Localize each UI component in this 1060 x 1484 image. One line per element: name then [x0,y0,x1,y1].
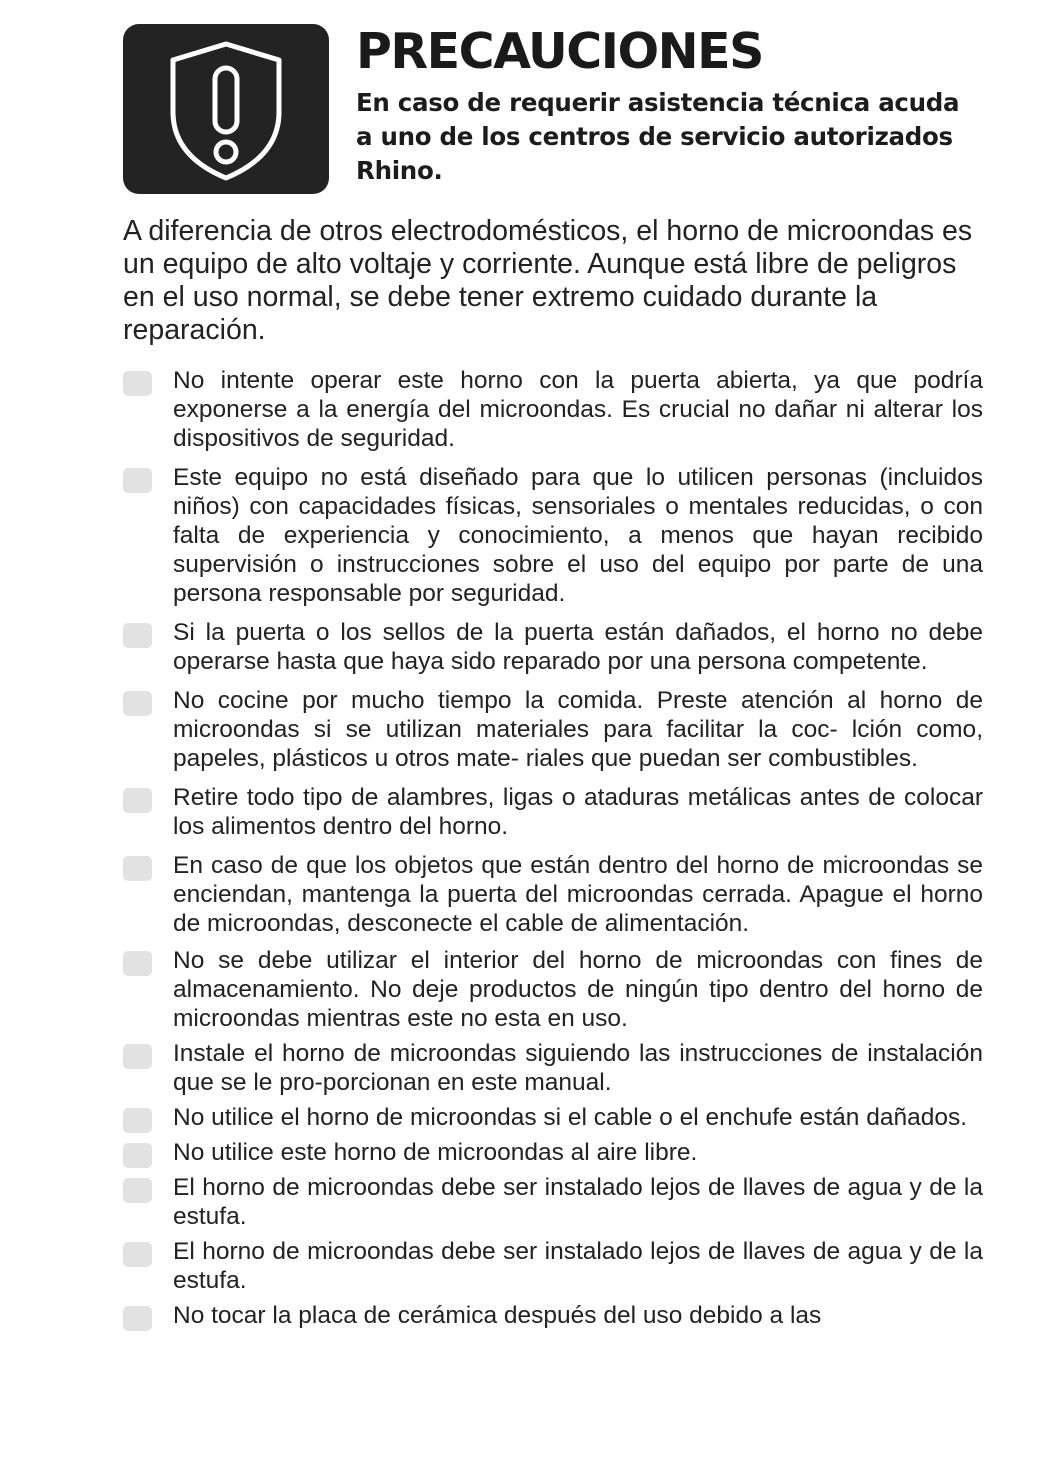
precaution-item [123,783,983,841]
precaution-text: En caso de que los objetos que están dentro del horno de microondas se enciendan, mantenga la puerta del microondas cerrada. Apague el horno de microondas, desconecte el cable de alimentación. [173,852,983,937]
precaution-text: Retire todo tipo de alambres, ligas o ataduras metálicas antes de colocar los alimentos dentro del horno. [173,784,983,840]
precaution-item [123,686,983,773]
page-title: PRECAUCIONES [356,23,763,80]
checkbox[interactable] [123,788,152,813]
checkbox[interactable] [123,371,152,396]
checkbox[interactable] [123,951,152,976]
service-notice: En caso de requerir asistencia técnica acuda a uno de los centros de servicio autorizados Rhino. [356,88,960,185]
precaution-text: No se debe utilizar el interior del horno de microondas con fines de almacenamiento. No deje productos de ningún tipo dentro del horno de microondas mientras este no esta en uso. [173,947,983,1032]
checkbox[interactable] [123,691,152,716]
checkbox[interactable] [123,468,152,493]
precaution-item [123,1138,983,1167]
precaution-item [123,618,983,676]
checkbox[interactable] [123,1044,152,1069]
checkbox[interactable] [123,1108,152,1133]
precaution-text: No tocar la placa de cerámica después del uso debido a las [173,1302,822,1329]
precaution-item [123,1039,983,1097]
precaution-item [123,1173,983,1231]
precaution-text: El horno de microondas debe ser instalado lejos de llaves de agua y de la estufa. [173,1174,983,1230]
precaution-text: El horno de microondas debe ser instalado lejos de llaves de agua y de la estufa. [173,1238,983,1294]
precaution-item [123,463,983,608]
precaution-text: No utilice el horno de microondas si el cable o el enchufe están dañados. [173,1104,968,1131]
checkbox[interactable] [123,856,152,881]
checkbox[interactable] [123,1143,152,1168]
intro-paragraph: A diferencia de otros electrodomésticos, el horno de microondas es un equipo de alto voltaje y corriente. Aunque está libre de peligros en el uso normal, se debe tener extremo cuidado durante la reparación. [123,215,973,346]
checkbox[interactable] [123,623,152,648]
warning-badge [123,24,329,194]
precaution-item [123,1103,983,1132]
precaution-item [123,366,983,453]
precaution-text: Si la puerta o los sellos de la puerta están dañados, el horno no debe operarse hasta que haya sido reparado por una persona competente. [173,619,983,675]
precaution-item [123,1301,983,1330]
precaution-item [123,1237,983,1295]
precaution-item [123,946,983,1033]
precaution-item [123,851,983,938]
precaution-text: No utilice este horno de microondas al aire libre. [173,1139,698,1166]
precautions-list [123,366,983,1330]
precautions-header [123,24,983,196]
checkbox[interactable] [123,1178,152,1203]
precaution-text: No cocine por mucho tiempo la comida. Preste atención al horno de microondas si se utilizan materiales para facilitar la coc- lción como, papeles, plásticos u otros mate- riales que puedan ser combustibles. [173,687,983,772]
precaution-text: No intente operar este horno con la puerta abierta, ya que podría exponerse a la energía del microondas. Es crucial no dañar ni alterar los dispositivos de seguridad. [173,367,983,452]
checkbox[interactable] [123,1242,152,1267]
precaution-text: Este equipo no está diseñado para que lo utilicen personas (incluidos niños) con capacidades físicas, sensoriales o mentales reducidas, o con falta de experiencia y conocimiento, a menos que hayan recibido supervisión o instrucciones sobre el uso del equipo por parte de una persona responsable por seguridad. [173,464,983,607]
precaution-text: Instale el horno de microondas siguiendo las instrucciones de instalación que se le pro-porcionan en este manual. [173,1040,983,1096]
checkbox[interactable] [123,1306,152,1331]
shield-exclamation-icon [163,40,289,182]
